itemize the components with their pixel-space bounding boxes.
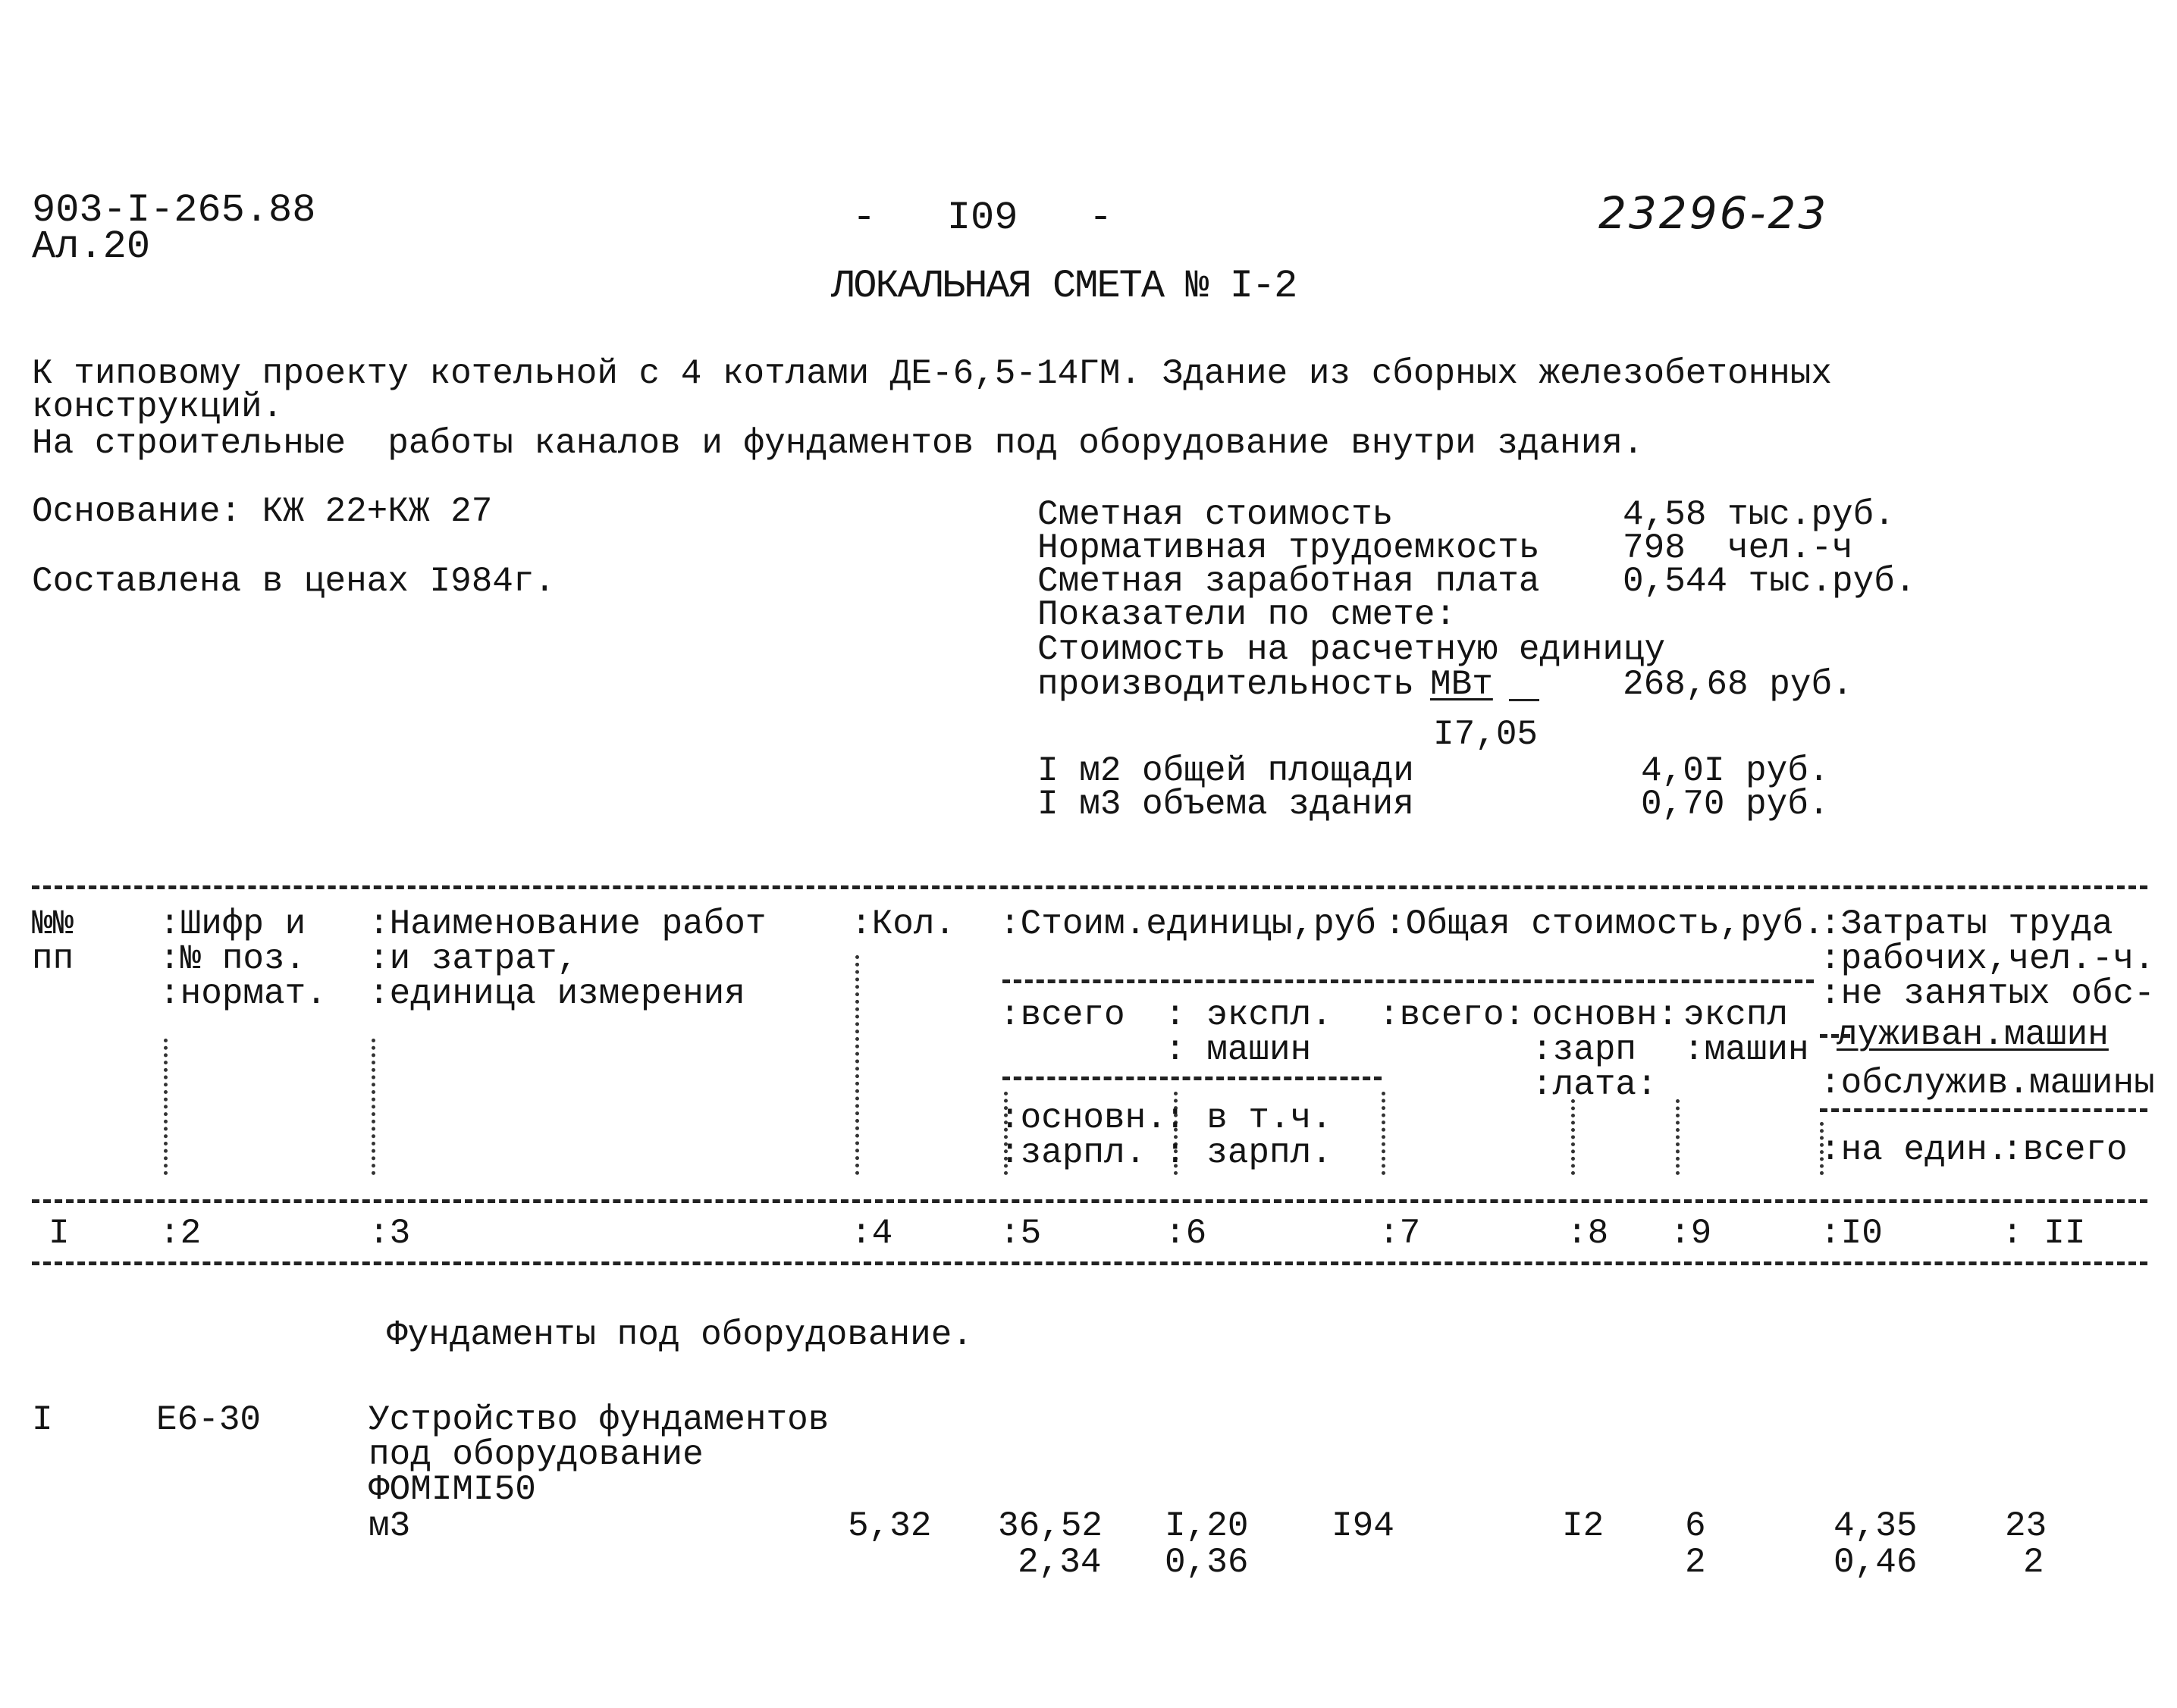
- col-number-7: :7: [1379, 1214, 1421, 1253]
- intro-line-1: К типовому проекту котельной с 4 котлами ДЕ-6,5-14ГМ. Здание из сборных железобетонных: [32, 354, 1832, 393]
- page-number: - I09 -: [852, 196, 1113, 240]
- col-sep-9: [1676, 1099, 1680, 1175]
- header-sub-6b: : в т.ч. : зарпл.: [1165, 1098, 1332, 1173]
- row-1-total-wage: I2: [1562, 1506, 1605, 1546]
- header-col-3: :Наименование работ :и затрат, :единица измерения: [369, 904, 767, 1014]
- row-1-labor-unit: 4,35: [1834, 1506, 1918, 1546]
- row-1-unit-total: 36,52: [998, 1506, 1103, 1546]
- sheet-number: Ал.20: [32, 224, 151, 269]
- col-number-6: :6: [1165, 1214, 1207, 1253]
- volume-value: 0,70 руб.: [1641, 785, 1830, 824]
- header-sub-6a: : экспл. : машин: [1165, 995, 1332, 1070]
- col-sep-8: [1571, 1099, 1575, 1175]
- row-1-number: I: [32, 1400, 53, 1440]
- col-number-3: :3: [369, 1214, 411, 1253]
- intro-line-2: конструкций.: [32, 387, 284, 427]
- col-number-5: :5: [999, 1214, 1042, 1253]
- table-top-rule: [32, 885, 2147, 889]
- number-row-bottom-rule: [32, 1261, 2147, 1265]
- document-code: 903-I-265.88: [32, 188, 316, 233]
- area-label: I м2 общей площади: [1037, 751, 1414, 791]
- estimated-cost-value: 4,58 тыс.руб.: [1623, 495, 1895, 534]
- header-group-total-cost: :Общая стоимость,руб.: [1385, 904, 1824, 944]
- page-title: ЛОКАЛЬНАЯ СМЕТА № I-2: [831, 264, 1297, 309]
- row-1-name: Устройство фундаментов под оборудование ФОМIМI50: [369, 1400, 830, 1509]
- price-level-text: Составлена в ценах I984г.: [32, 562, 556, 601]
- row-1-unit-wage: 2,34: [1018, 1543, 1102, 1582]
- labor-group-rule-2: [1820, 1108, 2147, 1112]
- header-col-1: №№ пп: [32, 904, 74, 979]
- row-1-labor-unit-b: 0,46: [1834, 1543, 1918, 1582]
- volume-label: I м3 объема здания: [1037, 785, 1414, 824]
- sub-rule: [1002, 1077, 1382, 1080]
- row-1-qty: 5,32: [848, 1506, 932, 1546]
- row-1-total: I94: [1332, 1506, 1394, 1546]
- row-1-total-machine: 6: [1685, 1506, 1706, 1546]
- col-number-2: :2: [159, 1214, 202, 1253]
- col-sep-4: [855, 955, 859, 1175]
- row-1-unit-machine-wage: 0,36: [1165, 1543, 1249, 1582]
- capacity-divisor: I7,05: [1433, 715, 1539, 754]
- row-1-code: Е6-30: [156, 1400, 262, 1440]
- labor-intensity-value: 798 чел.-ч: [1623, 528, 1853, 568]
- capacity-underline: [1509, 699, 1539, 701]
- area-value: 4,0I руб.: [1641, 751, 1830, 791]
- header-group-unit-cost: :Стоим.единицы,руб: [999, 904, 1376, 944]
- unit-group-rule: [1002, 979, 1814, 983]
- labor-intensity-label: Нормативная трудоемкость: [1037, 528, 1540, 568]
- header-sub-10: :на един.: [1820, 1130, 2009, 1170]
- col-number-11: : II: [2002, 1214, 2086, 1253]
- col-sep-2: [164, 1039, 168, 1175]
- estimated-wage-value: 0,544 тыс.руб.: [1623, 562, 1916, 601]
- capacity-unit: МВт: [1430, 665, 1493, 704]
- col-number-4: :4: [851, 1214, 893, 1253]
- capacity-value: 268,68 руб.: [1623, 665, 1853, 704]
- row-1-total-machine-wage: 2: [1685, 1543, 1706, 1582]
- section-title: Фундаменты под оборудование.: [387, 1315, 973, 1355]
- header-col-4: :Кол.: [851, 904, 956, 944]
- estimated-cost-label: Сметная стоимость: [1037, 495, 1394, 534]
- row-1-unit-machine: I,20: [1165, 1506, 1249, 1546]
- estimated-wage-label: Сметная заработная плата: [1037, 562, 1540, 601]
- col-number-1: I: [49, 1214, 70, 1253]
- col-sep-3: [372, 1039, 375, 1175]
- header-sub-5a: :всего: [999, 995, 1125, 1035]
- header-col-2: :Шифр и :№ поз. :нормат.: [159, 904, 327, 1014]
- header-sub-8: основн: :зарп :лата:: [1532, 995, 1679, 1105]
- basis-text: Основание: КЖ 22+КЖ 27: [32, 492, 493, 531]
- header-sub-7: :всего:: [1379, 995, 1526, 1035]
- header-labor-line-5: :обслужив.машины: [1820, 1064, 2155, 1103]
- col-number-8: :8: [1567, 1214, 1609, 1253]
- indicators-label: Показатели по смете:: [1037, 595, 1457, 635]
- header-sub-11: :всего: [2002, 1130, 2128, 1170]
- header-labor-line-4: луживан.машин: [1837, 1015, 2109, 1055]
- header-sub-5b: :основн. :зарпл.: [999, 1098, 1167, 1173]
- archive-number: 23296-23: [1598, 187, 1829, 239]
- row-1-labor-total-b: 2: [2023, 1543, 2044, 1582]
- col-number-10: :I0: [1820, 1214, 1883, 1253]
- row-1-unit: м3: [369, 1506, 411, 1546]
- col-sep-7: [1382, 1092, 1385, 1175]
- intro-line-3: На строительные работы каналов и фундаментов под оборудование внутри здания.: [32, 424, 1644, 463]
- header-sub-9: экспл :машин: [1683, 995, 1809, 1070]
- header-bottom-rule: [32, 1199, 2147, 1203]
- unit-cost-label: Стоимость на расчетную единицу: [1037, 630, 1666, 669]
- col-number-9: :9: [1670, 1214, 1712, 1253]
- header-group-labor: :Затраты труда :рабочих,чел.-ч. :не занятых обс-: [1820, 904, 2155, 1014]
- capacity-label: производительность: [1037, 665, 1414, 704]
- row-1-labor-total: 23: [2005, 1506, 2047, 1546]
